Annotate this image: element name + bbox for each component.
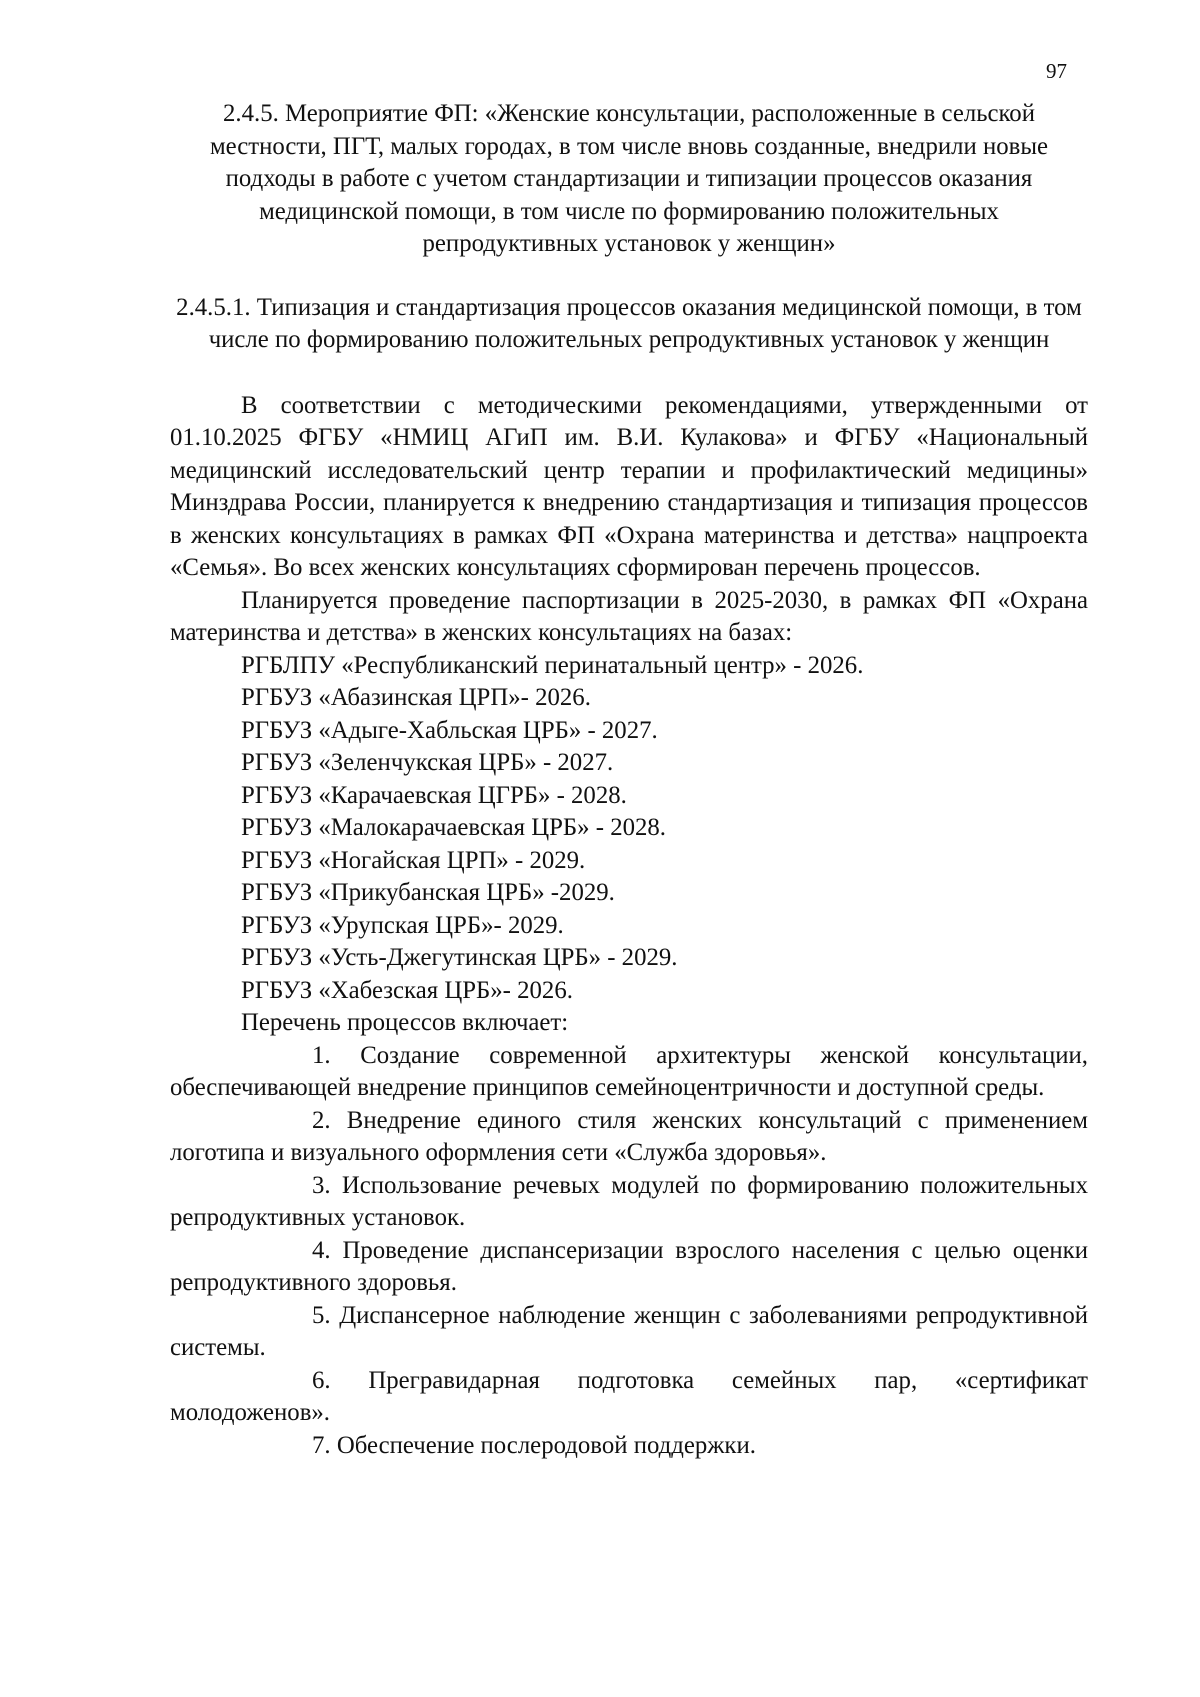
institution-item: РГБУЗ «Зеленчукская ЦРБ» - 2027. [241,749,614,776]
process-number: 7. [312,1431,331,1459]
processes-intro: Перечень процессов включает: [241,1009,569,1036]
process-item [170,1365,1088,1430]
process-item [170,1105,1088,1170]
process-number: 5. [312,1301,331,1329]
institution-item: РГБУЗ «Абазинская ЦРП»- 2026. [241,684,591,711]
process-item [170,1170,1088,1235]
process-text: Обеспечение послеродовой поддержки. [336,1431,756,1459]
institution-item: РГБУЗ «Адыге-Хабльская ЦРБ» - 2027. [241,716,658,744]
process-number: 2. [312,1106,331,1134]
institution-item: РГБУЗ «Усть-Джегутинская ЦРБ» - 2029. [241,944,678,971]
process-number: 4. [312,1236,331,1264]
institution-item: РГБУЗ «Урупская ЦРБ»- 2029. [241,911,564,939]
institution-item: РГБЛПУ «Республиканский перинатальный центр» - 2026. [241,651,864,679]
process-text: Диспансерное наблюдение женщин с заболеваниями репродуктивной системы. [170,1301,1088,1361]
process-list [170,1040,1088,1463]
paragraph-passportization: Планируется проведение паспортизации в 2025-2030, в рамках ФП «Охрана материнства и детства» в женских консультациях на базах: [170,586,1088,646]
process-text: Прегравидарная подготовка семейных пар, «сертификат молодоженов». [170,1366,1088,1426]
paragraph-methodology: В соответствии с методическими рекомендациями, утвержденными от 01.10.2025 ФГБУ «НМИЦ АГиП им. В.И. Кулакова» и ФГБУ «Национальный медицинский исследовательский центр терапии и профилактический медицины» Минздрава России, планируется к внедрению стандартизация и типизация процессов в женских консультациях в рамках ФП «Охрана материнства и детства» нацпроекта «Семья». Во всех женских консультациях сформирован перечень процессов. [170,391,1088,581]
institution-list [170,650,1088,1008]
process-item [170,1430,1088,1463]
page-number: 97 [1046,59,1067,83]
institution-item: РГБУЗ «Прикубанская ЦРБ» -2029. [241,879,615,906]
institution-item: РГБУЗ «Хабезская ЦРБ»- 2026. [241,976,573,1004]
process-item [170,1235,1088,1300]
subsection-heading: 2.4.5.1. Типизация и стандартизация процессов оказания медицинской помощи, в том числе по формированию положительных репродуктивных установок у женщин [176,293,1082,353]
institution-item: РГБУЗ «Малокарачаевская ЦРБ» - 2028. [241,814,666,841]
page-content [170,98,1088,1462]
process-number: 1. [312,1041,331,1069]
institution-item: РГБУЗ «Карачаевская ЦГРБ» - 2028. [241,781,627,809]
body-text [170,390,1088,1463]
process-item [170,1040,1088,1105]
process-text: Проведение диспансеризации взрослого населения с целью оценки репродуктивного здоровья. [170,1236,1089,1296]
institution-item: РГБУЗ «Ногайская ЦРП» - 2029. [241,846,586,874]
process-number: 3. [312,1171,331,1199]
section-heading: 2.4.5. Мероприятие ФП: «Женские консультации, расположенные в сельской местности, ПГТ, малых городах, в том числе вновь созданные, внедрили новые подходы в работе с учетом стандартизации и типизации процессов оказания медицинской помощи, в том числе по формированию положительных репродуктивных установок у женщин» [209,100,1049,257]
process-text: Использование речевых модулей по формированию положительных репродуктивных установок. [170,1171,1088,1231]
process-text: Внедрение единого стиля женских консультаций с применением логотипа и визуального оформления сети «Служба здоровья». [170,1106,1088,1166]
process-text: Создание современной архитектуры женской консультации, обеспечивающей внедрение принципов семейноцентричности и доступной среды. [170,1041,1088,1101]
process-number: 6. [312,1366,331,1394]
process-item [170,1300,1088,1365]
